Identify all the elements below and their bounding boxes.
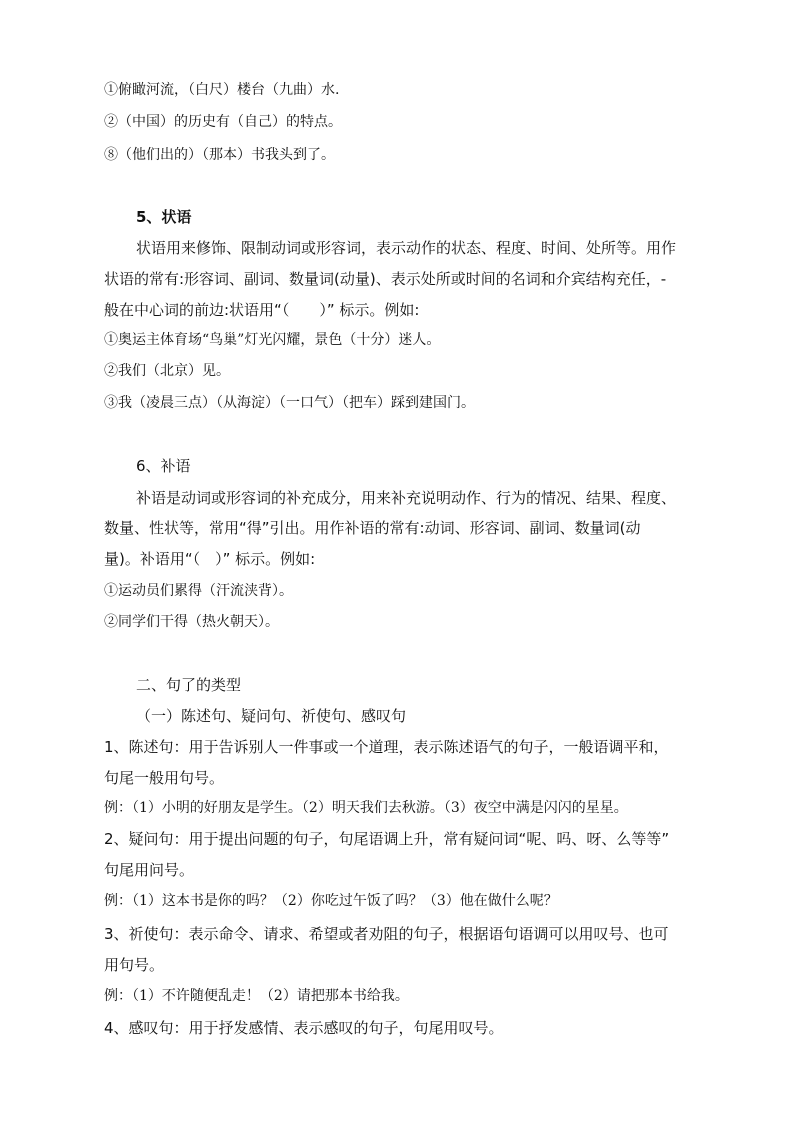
section-heading-complement: 6、补语	[136, 457, 191, 475]
complement-paragraph-line-1: 补语是动词或形容词的补充成分，用来补充说明动作、行为的情况、结果、程度、	[136, 489, 677, 507]
imperative-line-2: 用句号。	[104, 956, 165, 974]
interrogative-line-2: 句尾用问号。	[104, 861, 195, 879]
complement-paragraph-line-2: 数量、性状等，常用“得”引出。用作补语的常有:动词、形容词、副词、数量词(动	[104, 519, 641, 537]
adverbial-example-1: ①奥运主体育场“鸟巢”灯光闪耀，景色（十分）迷人。	[104, 332, 441, 348]
adverbial-example-2: ②我们（北京）见。	[104, 363, 230, 379]
attributive-example-3: ⑧（他们出的）（那本）书我头到了。	[104, 147, 335, 163]
complement-example-1: ①运动员们累得（汗流浃背）。	[104, 583, 293, 599]
section-heading-adverbial: 5、状语	[136, 208, 192, 226]
adverbial-example-3: ③我（凌晨三点）（从海淀）（一口气）（把车）踩到建国门。	[104, 395, 475, 411]
subheading-sentence-moods: （一）陈述句、疑问句、祈使句、感叹句	[136, 707, 407, 725]
interrogative-example: 例：（1）这本书是你的吗？（2）你吃过午饭了吗？（3）他在做什么呢？	[104, 893, 558, 909]
attributive-example-1: ①俯瞰河流，（白尺）楼台（九曲）水.	[104, 82, 340, 98]
imperative-example: 例：（1）不许随便乱走！（2）请把那本书给我。	[104, 988, 409, 1004]
imperative-line-1: 3、祈使句：表示命令、请求、希望或者劝阻的句子，根据语句语调可以用叹号、也可	[104, 925, 669, 943]
declarative-line-1: 1、陈述句：用于告诉别人一件事或一个道理，表示陈述语气的句子，一般语调平和，	[104, 738, 669, 756]
interrogative-line-1: 2、疑问句：用于提出问题的句子，句尾语调上升，常有疑问词“呢、吗、呀、么等等”	[104, 830, 670, 848]
section-heading-sentence-types: 二、句了的类型	[136, 676, 242, 694]
exclamatory-line-1: 4、感叹句：用于抒发感情、表示感叹的句子，句尾用叹号。	[104, 1019, 504, 1037]
adverbial-paragraph-line-1: 状语用来修饰、限制动词或形容词，表示动作的状态、程度、时间、处所等。用作	[136, 239, 677, 257]
adverbial-paragraph-line-3: 般在中心词的前边:状语用“（ ）” 标示。例如:	[104, 301, 420, 319]
attributive-example-2: ②（中国）的历史有（自己）的特点。	[104, 114, 342, 130]
declarative-line-2: 句尾一般用句号。	[104, 769, 225, 787]
declarative-example: 例：（1）小明的好朋友是学生。（2）明天我们去秋游。（3）夜空中满是闪闪的星星。	[104, 800, 628, 816]
adverbial-paragraph-line-2: 状语的常有:形容词、副词、数量词(动量)、表示处所或时间的名词和介宾结构充任，-	[104, 270, 667, 288]
complement-paragraph-line-3: 量)。补语用“（ ）” 标示。例如:	[104, 550, 316, 568]
complement-example-2: ②同学们干得（热火朝天）。	[104, 614, 279, 630]
